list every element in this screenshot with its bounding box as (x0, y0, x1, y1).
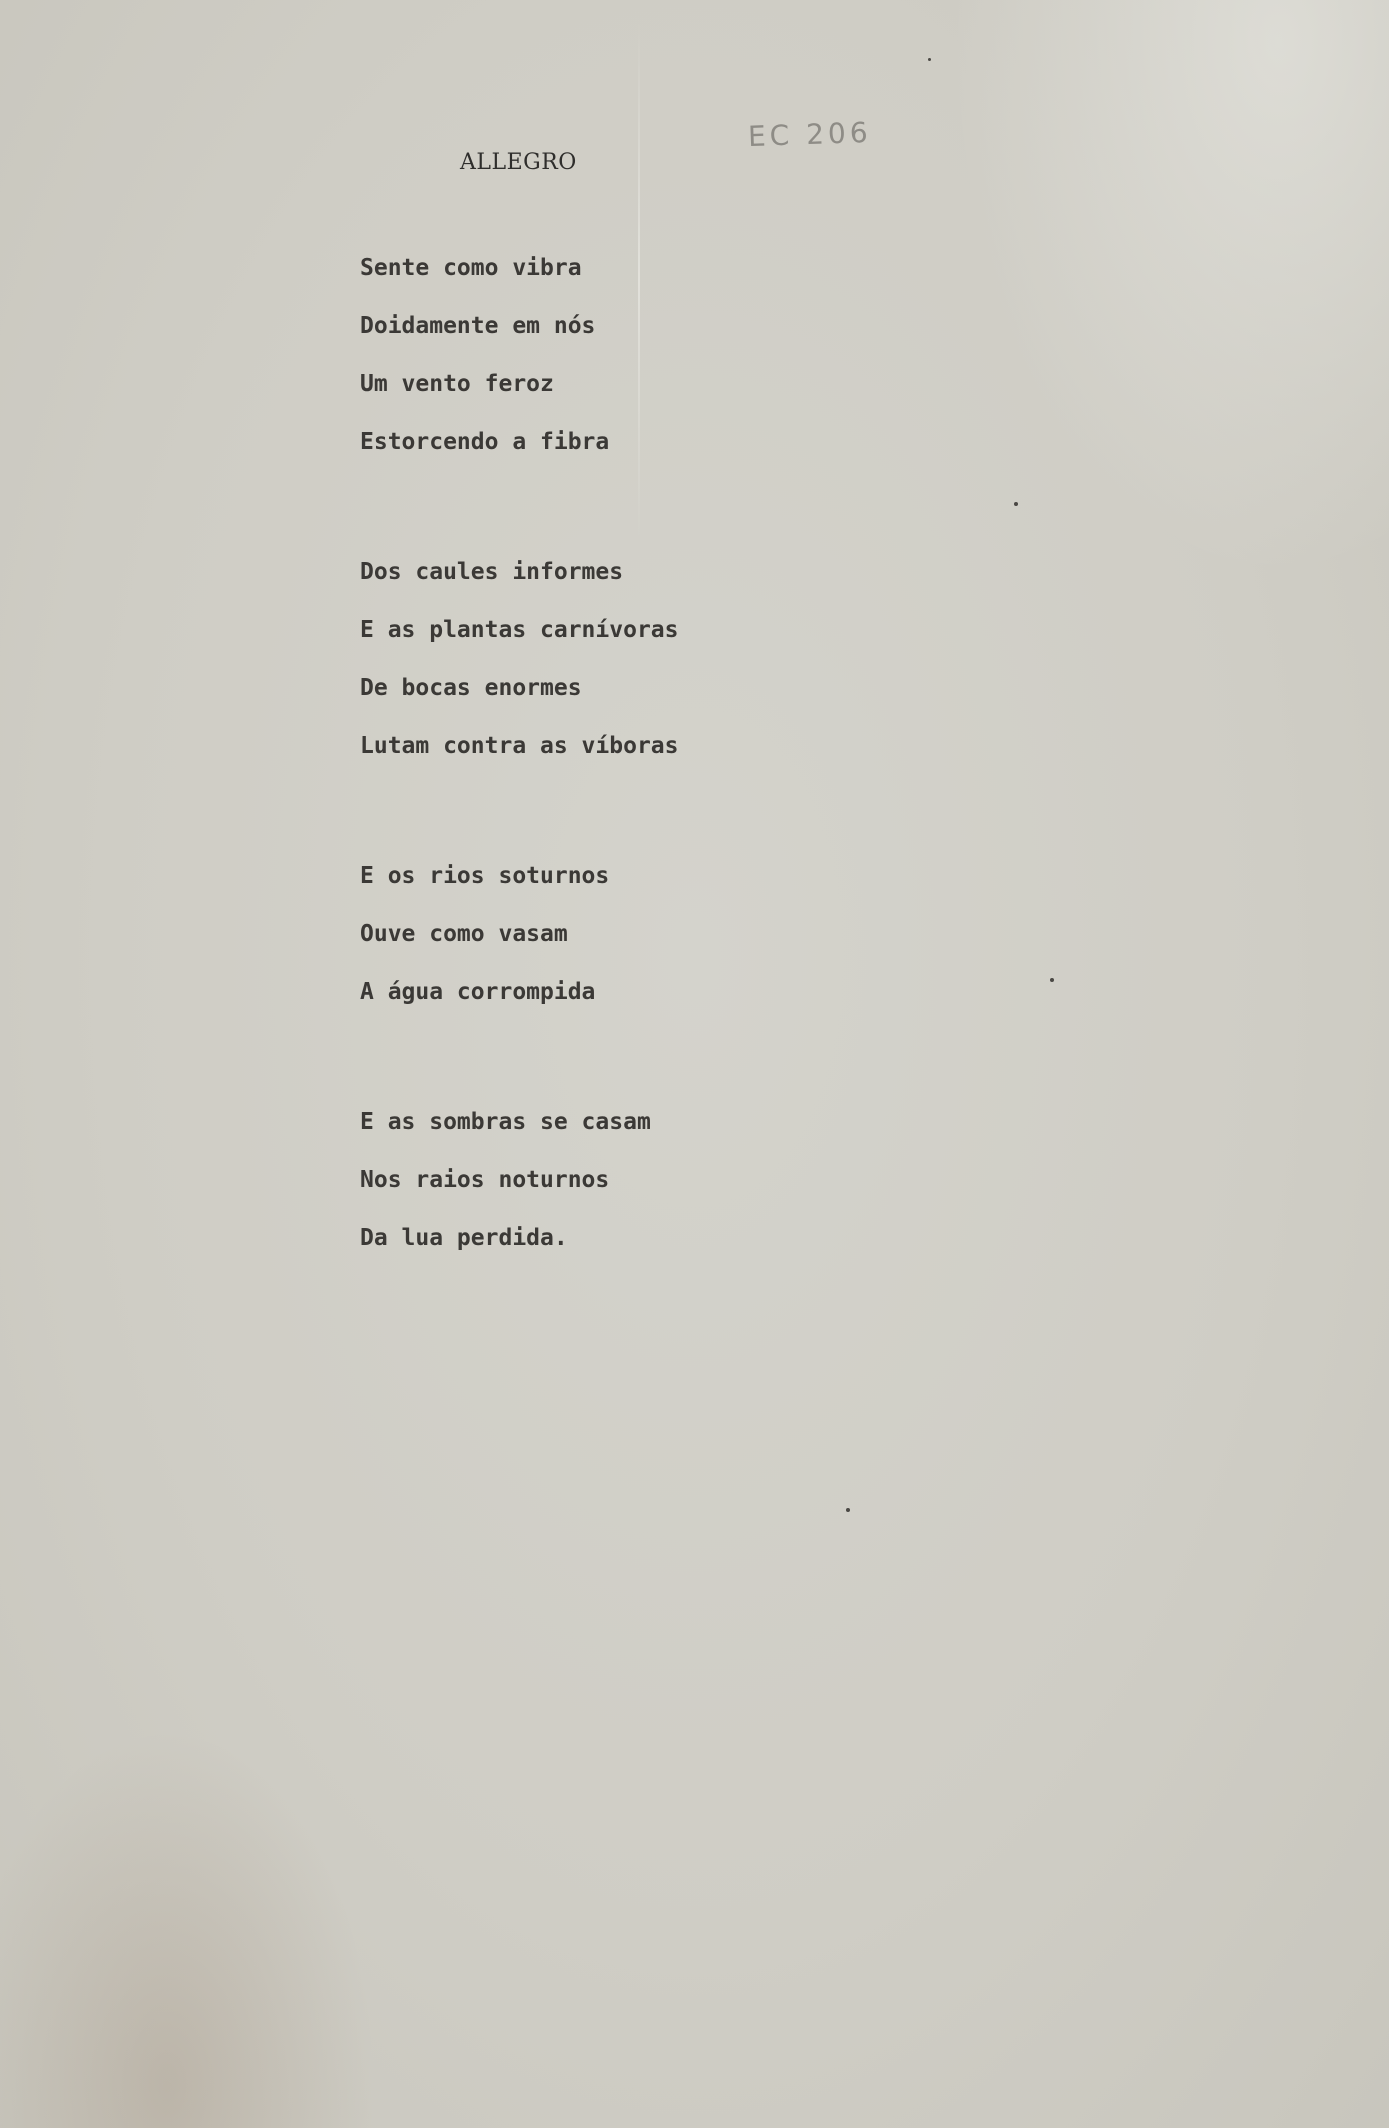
paper-speck (1050, 978, 1054, 982)
paper-speck (846, 1508, 850, 1512)
poem-line: Nos raios noturnos (360, 1167, 610, 1193)
poem-line: E as sombras se casam (360, 1109, 651, 1135)
poem-title: ALLEGRO (460, 150, 577, 175)
poem-body (360, 248, 679, 1348)
poem-line: E os rios soturnos (360, 863, 610, 889)
stanza-1 (360, 248, 679, 480)
poem-line: Doidamente em nós (360, 313, 596, 339)
poem-line: Um vento feroz (360, 371, 554, 397)
stanza-3 (360, 856, 679, 1030)
poem-line: Da lua perdida. (360, 1225, 568, 1251)
poem-line: Sente como vibra (360, 255, 582, 281)
poem-line: Estorcendo a fibra (360, 429, 610, 455)
paper-speck (1014, 502, 1018, 506)
paper-speck (928, 58, 931, 61)
handwritten-catalog-mark: EC 206 (747, 115, 873, 154)
stanza-2 (360, 552, 679, 784)
poem-line: E as plantas carnívoras (360, 617, 679, 643)
stanza-4 (360, 1102, 679, 1276)
poem-line: A água corrompida (360, 979, 596, 1005)
poem-line: Dos caules informes (360, 559, 624, 585)
poem-line: Ouve como vasam (360, 921, 568, 947)
poem-line: Lutam contra as víboras (360, 733, 679, 759)
poem-line: De bocas enormes (360, 675, 582, 701)
